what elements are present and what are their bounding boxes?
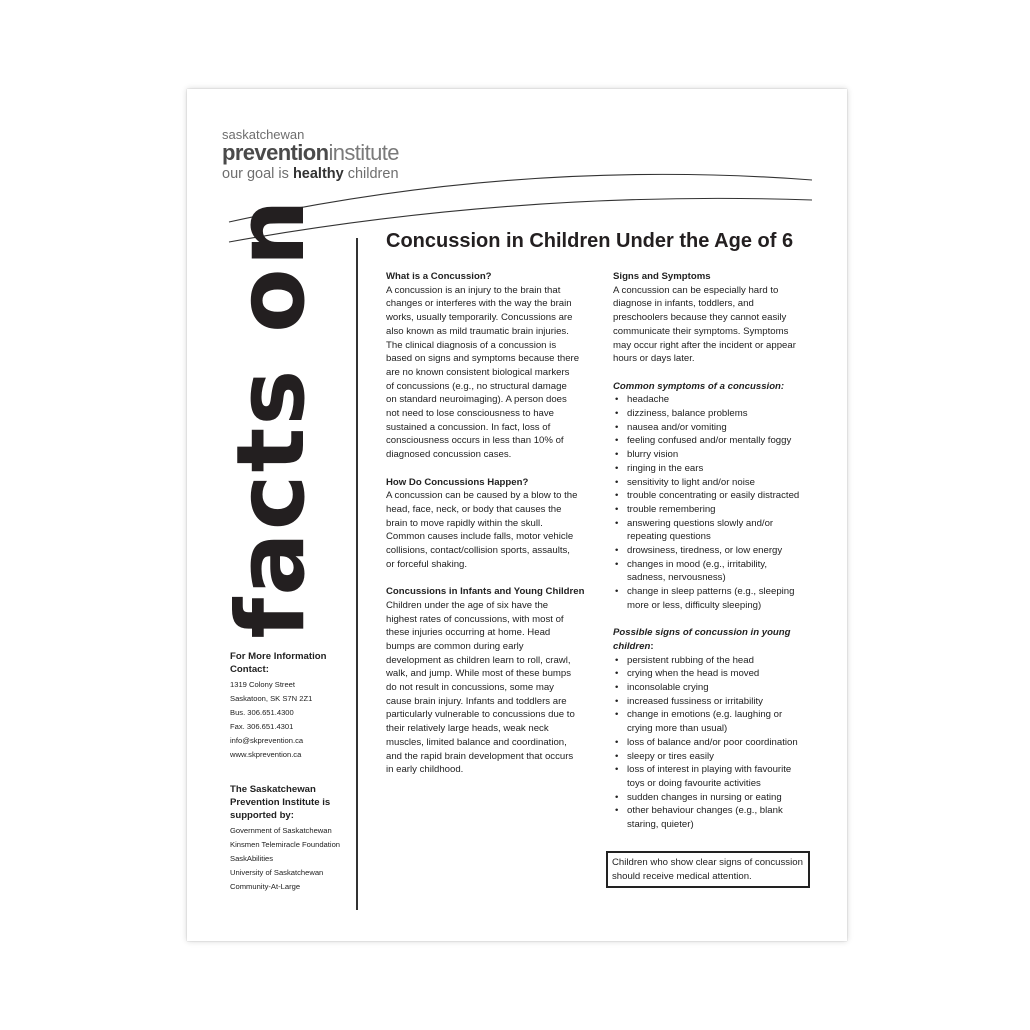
list-item: • blurry vision bbox=[613, 448, 831, 462]
body-line: A concussion is an injury to the brain that bbox=[386, 284, 561, 296]
logo-tagline bbox=[222, 164, 399, 184]
supporter-line: Government of Saskatchewan bbox=[230, 826, 332, 835]
body-line: in early childhood. bbox=[386, 764, 464, 776]
body-line: highest rates of concussions, with most of bbox=[386, 613, 564, 625]
tagline-bold: healthy bbox=[292, 166, 344, 182]
body-line: diagnosed concussion cases. bbox=[386, 449, 512, 461]
body-line: these injuries occurring at home. Head bbox=[386, 627, 551, 639]
possible-signs-heading bbox=[613, 626, 831, 653]
body-line: brain to move rapidly within the skull. bbox=[386, 517, 543, 529]
body-line: sustained a concussion. In fact, loss of bbox=[386, 421, 551, 433]
contact-line: 1319 Colony Street bbox=[230, 680, 296, 689]
logo-province: saskatchewan bbox=[222, 127, 305, 142]
list-item: • change in sleep patterns (e.g., sleeping more or less, difficulty sleeping) bbox=[613, 585, 831, 612]
tagline-post: children bbox=[343, 166, 399, 182]
logo bbox=[222, 128, 399, 184]
contact-line: Bus. 306.651.4300 bbox=[230, 708, 294, 717]
body-line: Common causes include falls, motor vehicle bbox=[386, 531, 574, 543]
contact-block bbox=[230, 650, 350, 762]
list-item: • changes in mood (e.g., irritability, sadness, nervousness) bbox=[613, 558, 831, 585]
list-item: • feeling confused and/or mentally foggy bbox=[613, 434, 831, 448]
body-line: The clinical diagnosis of a concussion is bbox=[386, 339, 557, 351]
list-item: • nausea and/or vomiting bbox=[613, 421, 831, 435]
logo-wordmark bbox=[222, 142, 399, 164]
facts-on-vertical-title: facts on bbox=[217, 197, 326, 639]
list-item: • increased fussiness or irritability bbox=[613, 695, 831, 709]
body-line: and the rapid brain development that occurs bbox=[386, 750, 574, 762]
tagline-pre: our goal is bbox=[222, 166, 293, 182]
list-item: • loss of interest in playing with favourite toys or doing favourite activities bbox=[613, 763, 831, 790]
body-line: diagnose in infants, toddlers, and bbox=[613, 298, 754, 310]
body-line: consciousness occurs in less than 10% of bbox=[386, 435, 564, 447]
section-heading: Concussions in Infants and Young Children bbox=[386, 586, 585, 598]
possible-heading-colon: : bbox=[650, 640, 654, 652]
contact-line: Fax. 306.651.4301 bbox=[230, 722, 294, 731]
contact-line: info@skprevention.ca bbox=[230, 736, 304, 745]
possible-heading-line: children bbox=[613, 640, 651, 652]
possible-heading-line: Possible signs of concussion in young bbox=[613, 627, 791, 639]
section-heading: What is a Concussion? bbox=[386, 271, 492, 282]
list-item: • answering questions slowly and/or repeating questions bbox=[613, 517, 831, 544]
callout-line: should receive medical attention. bbox=[612, 870, 752, 882]
page-title: Concussion in Children Under the Age of 6 bbox=[386, 230, 794, 252]
supporter-line: Community-At-Large bbox=[230, 882, 301, 891]
body-line: bumps are common during early bbox=[386, 640, 524, 652]
body-line: may occur right after the incident or appear bbox=[613, 339, 796, 351]
list-item: • trouble remembering bbox=[613, 503, 831, 517]
logo-word-institute: institute bbox=[328, 140, 399, 165]
list-item: • sudden changes in nursing or eating bbox=[613, 791, 831, 805]
callout-line: Children who show clear signs of concussion bbox=[612, 857, 803, 868]
list-item: • ringing in the ears bbox=[613, 462, 831, 476]
contact-line: Saskatoon, SK S7N 2Z1 bbox=[230, 694, 313, 703]
body-line: cause brain injury. Infants and toddlers are bbox=[386, 695, 567, 707]
body-line: particularly vulnerable to concussions due to bbox=[386, 709, 575, 721]
body-line: muscles, limited balance and coordination, bbox=[386, 736, 567, 748]
list-item: • loss of balance and/or poor coordination bbox=[613, 736, 831, 750]
list-item: • change in emotions (e.g. laughing or crying more than usual) bbox=[613, 708, 831, 735]
body-line: walk, and jump. While most of these bumps bbox=[386, 668, 572, 680]
common-symptoms-heading: Common symptoms of a concussion: bbox=[613, 380, 785, 392]
sidebar-divider bbox=[356, 238, 358, 910]
supporter-line: University of Saskatchewan bbox=[230, 868, 324, 877]
body-line: are no known consistent biological markers bbox=[386, 366, 570, 378]
list-item: • headache bbox=[613, 393, 831, 407]
body-line: or forceful shaking. bbox=[386, 558, 468, 570]
supporters-block bbox=[230, 783, 350, 894]
supporter-line: SaskAbilities bbox=[230, 854, 274, 863]
body-line: Children under the age of six have the bbox=[386, 599, 549, 611]
contact-line: www.skprevention.ca bbox=[230, 750, 302, 759]
supporter-line: Kinsmen Telemiracle Foundation bbox=[230, 840, 341, 849]
list-item: • trouble concentrating or easily distracted bbox=[613, 489, 831, 503]
body-line: changes or interferes with the way the brain bbox=[386, 298, 572, 310]
left-column bbox=[386, 270, 596, 777]
section-heading: Signs and Symptoms bbox=[613, 271, 711, 282]
list-item: • sensitivity to light and/or noise bbox=[613, 476, 831, 490]
common-symptoms-list bbox=[613, 393, 831, 612]
body-line: works, usually temporarily. Concussions are bbox=[386, 312, 573, 324]
list-item: • dizziness, balance problems bbox=[613, 407, 831, 421]
list-item: • drowsiness, tiredness, or low energy bbox=[613, 544, 831, 558]
body-line: not need to lose consciousness to have bbox=[386, 408, 555, 420]
right-column bbox=[613, 270, 831, 832]
body-line: hours or days later. bbox=[613, 353, 695, 365]
list-item: • sleepy or tires easily bbox=[613, 750, 831, 764]
body-line: preschoolers because they cannot easily bbox=[613, 312, 787, 324]
body-line: development as children learn to roll, crawl, bbox=[386, 654, 571, 666]
body-line: on standard neuroimaging). A person does bbox=[386, 394, 567, 406]
body-line: communicate their symptoms. Symptoms bbox=[613, 325, 789, 337]
list-item: • persistent rubbing of the head bbox=[613, 654, 831, 668]
contact-heading: For More Information Contact: bbox=[230, 651, 327, 675]
body-line: their relatively large heads, weak neck bbox=[386, 723, 549, 735]
section-heading: How Do Concussions Happen? bbox=[386, 476, 529, 488]
body-line: head, face, neck, or body that causes the bbox=[386, 503, 562, 515]
list-item: • inconsolable crying bbox=[613, 681, 831, 695]
possible-signs-list bbox=[613, 654, 831, 832]
body-line: A concussion can be especially hard to bbox=[613, 284, 779, 296]
body-line: also known as mild traumatic brain injuries. bbox=[386, 325, 569, 337]
medical-attention-callout bbox=[606, 851, 810, 888]
list-item: • crying when the head is moved bbox=[613, 667, 831, 681]
list-item: • other behaviour changes (e.g., blank staring, quieter) bbox=[613, 804, 831, 831]
body-line: do not result in concussions, some may bbox=[386, 682, 554, 694]
body-line: of concussions (e.g., no structural damage bbox=[386, 380, 567, 392]
supporters-heading: The Saskatchewan Prevention Institute is supported by: bbox=[230, 784, 331, 821]
body-line: A concussion can be caused by a blow to the bbox=[386, 490, 578, 502]
body-line: collisions, contact/collision sports, assaults, bbox=[386, 545, 570, 557]
logo-word-prevention: prevention bbox=[222, 140, 329, 165]
body-line: based on signs and symptoms because there bbox=[386, 353, 580, 365]
